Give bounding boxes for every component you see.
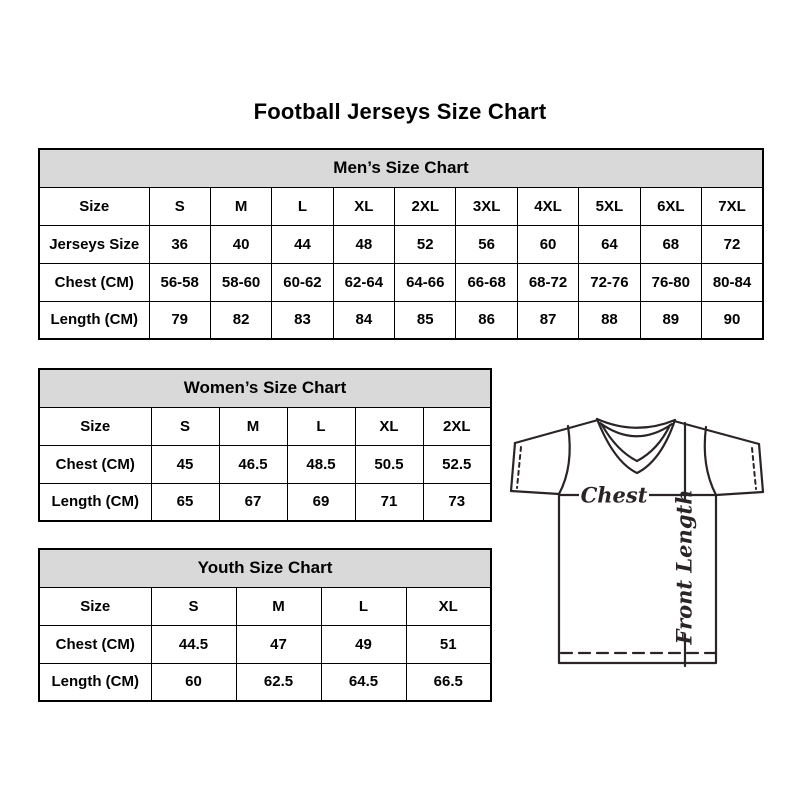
- cell-value: 52.5: [423, 445, 491, 483]
- cell-value: 86: [456, 301, 517, 339]
- cell-value: 48: [333, 225, 394, 263]
- jersey-right-cuff-line: [759, 444, 763, 492]
- cell-value: XL: [333, 187, 394, 225]
- cell-value: 52: [395, 225, 456, 263]
- cell-value: 62.5: [236, 663, 321, 701]
- cell-value: 44: [272, 225, 333, 263]
- cell-value: XL: [406, 587, 491, 625]
- cell-value: 66-68: [456, 263, 517, 301]
- cell-value: 83: [272, 301, 333, 339]
- row-label: Chest (CM): [39, 445, 151, 483]
- table-row: [39, 263, 763, 301]
- cell-value: 60: [517, 225, 578, 263]
- jersey-right-sleeve-bottom-line: [716, 492, 763, 495]
- womens-size-table: [38, 368, 492, 522]
- cell-value: 7XL: [702, 187, 763, 225]
- jersey-left-shoulder-line: [515, 420, 598, 443]
- cell-value: M: [236, 587, 321, 625]
- row-label: Size: [39, 587, 151, 625]
- cell-value: 64-66: [395, 263, 456, 301]
- cell-value: 56-58: [149, 263, 210, 301]
- mens-size-table: [38, 148, 764, 340]
- row-label: Size: [39, 187, 149, 225]
- row-label: Size: [39, 407, 151, 445]
- cell-value: 5XL: [579, 187, 640, 225]
- cell-value: 72: [702, 225, 763, 263]
- cell-value: 73: [423, 483, 491, 521]
- cell-value: 71: [355, 483, 423, 521]
- jersey-right-shoulder-line: [674, 421, 759, 444]
- cell-value: S: [151, 407, 219, 445]
- table-row: [39, 445, 491, 483]
- jersey-left-cuff-dashed-line: [517, 447, 521, 488]
- cell-value: M: [219, 407, 287, 445]
- cell-value: 48.5: [287, 445, 355, 483]
- men-header-row: [39, 149, 763, 187]
- cell-value: 58-60: [210, 263, 271, 301]
- jersey-measurement-diagram: [500, 408, 772, 676]
- cell-value: 64.5: [321, 663, 406, 701]
- youth-size-table: [38, 548, 492, 702]
- jersey-right-armhole-curve: [705, 427, 716, 495]
- cell-value: 40: [210, 225, 271, 263]
- cell-value: 2XL: [423, 407, 491, 445]
- cell-value: 69: [287, 483, 355, 521]
- cell-value: 65: [151, 483, 219, 521]
- cell-value: 79: [149, 301, 210, 339]
- youth-table-title: Youth Size Chart: [39, 549, 491, 587]
- cell-value: 64: [579, 225, 640, 263]
- men-table-title: Men’s Size Chart: [39, 149, 763, 187]
- row-label: Length (CM): [39, 301, 149, 339]
- cell-value: 44.5: [151, 625, 236, 663]
- row-label: Length (CM): [39, 483, 151, 521]
- cell-value: 46.5: [219, 445, 287, 483]
- cell-value: XL: [355, 407, 423, 445]
- table-row: [39, 407, 491, 445]
- table-row: [39, 483, 491, 521]
- cell-value: 80-84: [702, 263, 763, 301]
- cell-value: 68-72: [517, 263, 578, 301]
- cell-value: 49: [321, 625, 406, 663]
- row-label: Jerseys Size: [39, 225, 149, 263]
- women-table-title: Women’s Size Chart: [39, 369, 491, 407]
- cell-value: 68: [640, 225, 701, 263]
- table-row: [39, 225, 763, 263]
- row-label: Length (CM): [39, 663, 151, 701]
- cell-value: 47: [236, 625, 321, 663]
- women-header-row: [39, 369, 491, 407]
- table-row: [39, 625, 491, 663]
- cell-value: 72-76: [579, 263, 640, 301]
- cell-value: L: [321, 587, 406, 625]
- cell-value: L: [287, 407, 355, 445]
- jersey-left-cuff-line: [511, 443, 515, 491]
- jersey-left-armhole-curve: [559, 426, 570, 494]
- cell-value: 84: [333, 301, 394, 339]
- youth-header-row: [39, 549, 491, 587]
- cell-value: 66.5: [406, 663, 491, 701]
- table-row: [39, 301, 763, 339]
- front-length-label: Front Length: [671, 489, 697, 645]
- cell-value: M: [210, 187, 271, 225]
- cell-value: 2XL: [395, 187, 456, 225]
- cell-value: L: [272, 187, 333, 225]
- table-row: [39, 587, 491, 625]
- cell-value: 56: [456, 225, 517, 263]
- cell-value: 60: [151, 663, 236, 701]
- cell-value: 87: [517, 301, 578, 339]
- cell-value: 90: [702, 301, 763, 339]
- table-row: [39, 187, 763, 225]
- cell-value: 60-62: [272, 263, 333, 301]
- cell-value: 51: [406, 625, 491, 663]
- cell-value: 4XL: [517, 187, 578, 225]
- cell-value: 76-80: [640, 263, 701, 301]
- cell-value: 36: [149, 225, 210, 263]
- cell-value: 45: [151, 445, 219, 483]
- cell-value: 62-64: [333, 263, 394, 301]
- cell-value: 67: [219, 483, 287, 521]
- cell-value: S: [151, 587, 236, 625]
- jersey-collar-back-arc: [597, 419, 675, 428]
- table-row: [39, 663, 491, 701]
- page-title: Football Jerseys Size Chart: [253, 99, 547, 124]
- row-label: Chest (CM): [39, 263, 149, 301]
- jersey-left-sleeve-bottom-line: [511, 491, 559, 494]
- cell-value: 82: [210, 301, 271, 339]
- cell-value: 6XL: [640, 187, 701, 225]
- cell-value: 89: [640, 301, 701, 339]
- cell-value: 50.5: [355, 445, 423, 483]
- cell-value: S: [149, 187, 210, 225]
- jersey-right-cuff-dashed-line: [752, 448, 756, 489]
- row-label: Chest (CM): [39, 625, 151, 663]
- chest-label: Chest: [580, 482, 648, 508]
- cell-value: 88: [579, 301, 640, 339]
- cell-value: 3XL: [456, 187, 517, 225]
- cell-value: 85: [395, 301, 456, 339]
